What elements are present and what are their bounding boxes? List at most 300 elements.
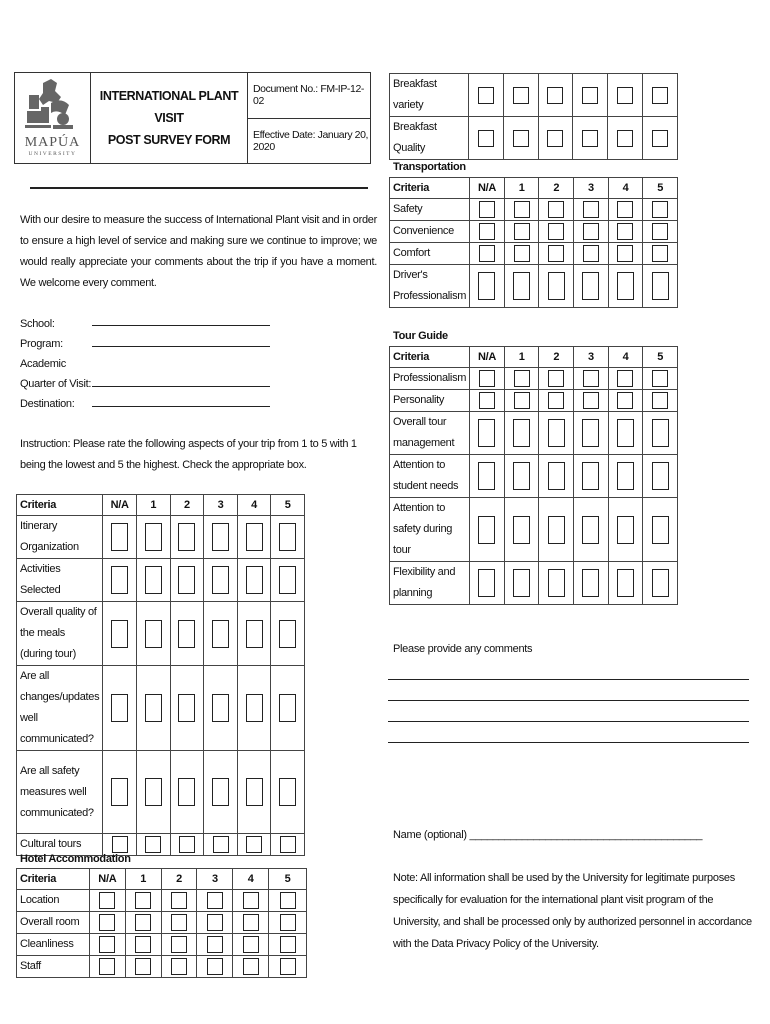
hotel-checkbox-3[interactable] (207, 958, 223, 975)
transport-checkbox-3[interactable] (583, 223, 599, 240)
hotel-checkbox-3[interactable] (207, 914, 223, 931)
transport-rating-cell (608, 243, 643, 265)
hotel-rating-cell (269, 934, 307, 956)
transport-checkbox-5[interactable] (652, 272, 669, 300)
guide-criteria-label: Overall tour management (390, 412, 470, 455)
main-checkbox-5[interactable] (279, 620, 296, 648)
guide-checkbox-5[interactable] (652, 370, 668, 387)
main-checkbox-4[interactable] (246, 694, 263, 722)
transport-checkbox-4[interactable] (617, 245, 633, 262)
main-header-1: 1 (137, 495, 171, 516)
main-criteria-label: Are all changes/updates well communicated? (17, 666, 103, 751)
guide-rating-cell (539, 390, 574, 412)
transportation-heading: Transportation (393, 161, 466, 173)
transport-header-4: 4 (608, 178, 643, 199)
guide-row (390, 368, 678, 390)
transport-rating-cell (539, 243, 574, 265)
school-input-line[interactable] (92, 325, 270, 326)
main-rating-cell (103, 516, 137, 559)
hotel-rating-cell (161, 956, 197, 978)
tour-guide-heading: Tour Guide (393, 330, 448, 342)
breakfast-checkbox-2[interactable] (547, 87, 563, 104)
transport-checkbox-4[interactable] (617, 201, 633, 218)
hotel-rating-cell (269, 912, 307, 934)
hotel-row (17, 912, 307, 934)
main-checkbox-3[interactable] (212, 694, 229, 722)
main-rating-cell (103, 559, 137, 602)
comment-line-2[interactable] (388, 700, 749, 701)
hotel-rating-cell (89, 890, 125, 912)
program-label: Program: (20, 338, 63, 350)
quarter-input-line[interactable] (92, 386, 270, 387)
guide-checkbox-5[interactable] (652, 419, 669, 447)
breakfast-rating-cell (468, 74, 503, 117)
transport-checkbox-na[interactable] (479, 245, 495, 262)
transport-header-criteria: Criteria (390, 178, 470, 199)
main-rating-cell (271, 559, 305, 602)
main-checkbox-na[interactable] (111, 778, 128, 806)
hotel-checkbox-5[interactable] (280, 892, 296, 909)
breakfast-checkbox-na[interactable] (478, 87, 494, 104)
main-rating-cell (271, 751, 305, 834)
guide-checkbox-2[interactable] (548, 569, 565, 597)
hotel-checkbox-na[interactable] (99, 892, 115, 909)
main-criteria-label: Itinerary Organization (17, 516, 103, 559)
main-checkbox-2[interactable] (178, 523, 195, 551)
hotel-checkbox-1[interactable] (135, 936, 151, 953)
destination-input-line[interactable] (92, 406, 270, 407)
guide-rating-cell (504, 390, 539, 412)
main-rating-cell (137, 516, 171, 559)
main-checkbox-1[interactable] (145, 694, 162, 722)
guide-header-5: 5 (643, 347, 678, 368)
guide-rating-cell (539, 412, 574, 455)
main-checkbox-na[interactable] (112, 836, 128, 853)
hotel-heading: Hotel Accommodation (20, 853, 131, 865)
main-rating-cell (137, 834, 171, 856)
transport-header-1: 1 (504, 178, 539, 199)
comment-line-1[interactable] (388, 679, 749, 680)
guide-checkbox-4[interactable] (617, 392, 633, 409)
transport-row (390, 243, 678, 265)
hotel-rating-cell (197, 912, 233, 934)
transport-rating-cell (504, 199, 539, 221)
guide-checkbox-2[interactable] (548, 392, 564, 409)
guide-checkbox-na[interactable] (478, 516, 495, 544)
hotel-rating-cell (233, 956, 269, 978)
main-checkbox-2[interactable] (179, 836, 195, 853)
guide-checkbox-1[interactable] (514, 392, 530, 409)
breakfast-checkbox-5[interactable] (652, 130, 668, 147)
hotel-rating-cell (89, 956, 125, 978)
guide-rating-cell (470, 390, 505, 412)
guide-checkbox-1[interactable] (514, 370, 530, 387)
guide-rating-cell (470, 498, 505, 562)
hotel-checkbox-5[interactable] (280, 914, 296, 931)
privacy-note: Note: All information shall be used by the University for legitimate purposes specifically for evaluation for the international plant visit program of the University, and shall be processed only by authorized personnel in accordance with the Data Privacy Policy of the University. (393, 872, 752, 950)
guide-header-1: 1 (504, 347, 539, 368)
transport-checkbox-na[interactable] (478, 272, 495, 300)
guide-rating-cell (574, 498, 609, 562)
guide-rating-cell (504, 455, 539, 498)
program-input-line[interactable] (92, 346, 270, 347)
guide-rating-cell (608, 498, 643, 562)
transport-checkbox-3[interactable] (583, 245, 599, 262)
main-checkbox-1[interactable] (145, 836, 161, 853)
guide-rating-cell (504, 368, 539, 390)
main-checkbox-na[interactable] (111, 620, 128, 648)
hotel-checkbox-5[interactable] (280, 958, 296, 975)
breakfast-checkbox-5[interactable] (652, 87, 668, 104)
breakfast-checkbox-4[interactable] (617, 87, 633, 104)
main-rating-cell (170, 834, 204, 856)
main-checkbox-1[interactable] (145, 778, 162, 806)
logo-subtext: UNIVERSITY (28, 151, 77, 157)
guide-rating-cell (608, 390, 643, 412)
transport-checkbox-2[interactable] (548, 245, 564, 262)
main-checkbox-4[interactable] (246, 523, 263, 551)
hotel-checkbox-1[interactable] (135, 958, 151, 975)
guide-checkbox-5[interactable] (652, 392, 668, 409)
transport-checkbox-4[interactable] (617, 272, 634, 300)
transport-header-3: 3 (574, 178, 609, 199)
transportation-rating-table (389, 177, 678, 308)
guide-rating-cell (608, 412, 643, 455)
main-rating-cell (204, 751, 238, 834)
transport-checkbox-1[interactable] (513, 272, 530, 300)
main-checkbox-3[interactable] (213, 836, 229, 853)
guide-checkbox-4[interactable] (617, 569, 634, 597)
transport-checkbox-2[interactable] (548, 272, 565, 300)
guide-rating-cell (574, 455, 609, 498)
transport-rating-cell (504, 221, 539, 243)
main-checkbox-na[interactable] (111, 694, 128, 722)
transport-rating-cell (470, 221, 505, 243)
transport-checkbox-5[interactable] (652, 201, 668, 218)
hotel-header-5: 5 (269, 869, 307, 890)
main-rating-cell (103, 751, 137, 834)
hotel-row (17, 934, 307, 956)
hotel-criteria-label: Location (17, 890, 90, 912)
hotel-rating-cell (197, 934, 233, 956)
main-checkbox-2[interactable] (178, 566, 195, 594)
guide-criteria-label: Professionalism (390, 368, 470, 390)
guide-row (390, 390, 678, 412)
main-rating-cell (237, 559, 271, 602)
hotel-checkbox-4[interactable] (243, 914, 259, 931)
guide-rating-cell (574, 412, 609, 455)
guide-checkbox-5[interactable] (652, 462, 669, 490)
transport-rating-cell (470, 265, 505, 308)
main-row (17, 559, 305, 602)
hotel-header-2: 2 (161, 869, 197, 890)
guide-checkbox-1[interactable] (513, 419, 530, 447)
main-row (17, 516, 305, 559)
guide-rating-cell (608, 562, 643, 605)
transport-checkbox-3[interactable] (583, 201, 599, 218)
main-checkbox-na[interactable] (111, 523, 128, 551)
hotel-row (17, 890, 307, 912)
breakfast-checkbox-1[interactable] (513, 130, 529, 147)
transport-checkbox-1[interactable] (514, 201, 530, 218)
breakfast-criteria-label: Breakfast Quality (390, 117, 469, 160)
quarter-label: Quarter of Visit: (20, 378, 92, 390)
main-checkbox-4[interactable] (246, 836, 262, 853)
breakfast-rating-cell (503, 74, 538, 117)
transport-rating-cell (504, 265, 539, 308)
guide-criteria-label: Attention to safety during tour (390, 498, 470, 562)
guide-rating-cell (643, 562, 678, 605)
title-line-2: POST SURVEY FORM (107, 133, 231, 147)
guide-checkbox-4[interactable] (617, 462, 634, 490)
transport-header-2: 2 (539, 178, 574, 199)
transport-checkbox-na[interactable] (479, 201, 495, 218)
main-criteria-label: Overall quality of the meals (during tour) (17, 602, 103, 666)
main-checkbox-2[interactable] (178, 778, 195, 806)
guide-checkbox-2[interactable] (548, 370, 564, 387)
guide-rating-cell (608, 368, 643, 390)
transport-rating-cell (608, 265, 643, 308)
main-checkbox-2[interactable] (178, 620, 195, 648)
comment-line-3[interactable] (388, 721, 749, 722)
guide-checkbox-1[interactable] (513, 569, 530, 597)
academic-label: Academic (20, 358, 66, 370)
transport-checkbox-5[interactable] (652, 245, 668, 262)
guide-header-4: 4 (608, 347, 643, 368)
hotel-checkbox-2[interactable] (171, 958, 187, 975)
guide-checkbox-na[interactable] (479, 370, 495, 387)
document-meta (248, 73, 370, 163)
transport-checkbox-2[interactable] (548, 201, 564, 218)
guide-checkbox-2[interactable] (548, 516, 565, 544)
main-rating-cell (271, 602, 305, 666)
main-row (17, 751, 305, 834)
guide-checkbox-3[interactable] (583, 370, 599, 387)
hotel-checkbox-2[interactable] (171, 914, 187, 931)
guide-rating-cell (470, 455, 505, 498)
main-header-na: N/A (103, 495, 137, 516)
guide-checkbox-na[interactable] (479, 392, 495, 409)
guide-checkbox-4[interactable] (617, 370, 633, 387)
main-header-criteria: Criteria (17, 495, 103, 516)
guide-checkbox-1[interactable] (513, 462, 530, 490)
transport-checkbox-4[interactable] (617, 223, 633, 240)
main-rating-cell (137, 666, 171, 751)
transport-rating-cell (504, 243, 539, 265)
main-rating-cell (137, 751, 171, 834)
breakfast-rating-cell (643, 117, 678, 160)
breakfast-rating-cell (643, 74, 678, 117)
breakfast-rating-cell (538, 74, 573, 117)
main-checkbox-5[interactable] (280, 836, 296, 853)
main-header-3: 3 (204, 495, 238, 516)
guide-header-2: 2 (539, 347, 574, 368)
hotel-rating-cell (233, 934, 269, 956)
guide-rating-cell (470, 562, 505, 605)
main-rating-cell (204, 666, 238, 751)
breakfast-checkbox-4[interactable] (617, 130, 633, 147)
main-criteria-label: Are all safety measures well communicated? (17, 751, 103, 834)
main-checkbox-5[interactable] (279, 694, 296, 722)
transport-rating-cell (574, 265, 609, 308)
transport-rating-cell (539, 221, 574, 243)
intro-paragraph: With our desire to measure the success of International Plant visit and in order to ensure a high level of service and making sure we continue to improve; we would really appreciate your comments about the trip if you have a moment. We welcome every comment. (20, 214, 377, 289)
guide-rating-cell (643, 498, 678, 562)
breakfast-checkbox-3[interactable] (582, 130, 598, 147)
main-checkbox-5[interactable] (279, 566, 296, 594)
guide-checkbox-5[interactable] (652, 569, 669, 597)
guide-rating-cell (574, 368, 609, 390)
transport-checkbox-3[interactable] (582, 272, 599, 300)
hotel-header-4: 4 (233, 869, 269, 890)
guide-rating-cell (470, 368, 505, 390)
header-divider (30, 187, 368, 189)
guide-checkbox-5[interactable] (652, 516, 669, 544)
breakfast-row (390, 117, 678, 160)
comment-line-4[interactable] (388, 742, 749, 743)
form-title (91, 73, 248, 163)
effective-date: Effective Date: January 20, 2020 (253, 128, 369, 153)
guide-rating-cell (608, 455, 643, 498)
guide-checkbox-2[interactable] (548, 462, 565, 490)
guide-rating-cell (539, 455, 574, 498)
transport-rating-cell (470, 199, 505, 221)
hotel-rating-cell (233, 890, 269, 912)
hotel-checkbox-4[interactable] (243, 892, 259, 909)
name-optional-field[interactable]: Name (optional) ________________________________________ (393, 829, 703, 841)
guide-rating-cell (539, 498, 574, 562)
guide-criteria-label: Attention to student needs (390, 455, 470, 498)
guide-checkbox-3[interactable] (582, 462, 599, 490)
main-rating-cell (103, 602, 137, 666)
main-checkbox-3[interactable] (212, 778, 229, 806)
hotel-rating-cell (269, 956, 307, 978)
hotel-rating-cell (161, 912, 197, 934)
guide-checkbox-na[interactable] (478, 419, 495, 447)
document-number: Document No.: FM-IP-12-02 (248, 73, 370, 119)
main-rating-cell (237, 666, 271, 751)
main-rating-cell (271, 834, 305, 856)
hotel-criteria-label: Overall room (17, 912, 90, 934)
guide-rating-cell (643, 412, 678, 455)
breakfast-checkbox-na[interactable] (478, 130, 494, 147)
hotel-rating-table (16, 868, 307, 978)
main-header-2: 2 (170, 495, 204, 516)
hotel-checkbox-2[interactable] (171, 892, 187, 909)
guide-criteria-label: Flexibility and planning (390, 562, 470, 605)
main-criteria-label: Activities Selected (17, 559, 103, 602)
school-label: School: (20, 318, 55, 330)
hotel-checkbox-5[interactable] (280, 936, 296, 953)
main-checkbox-1[interactable] (145, 523, 162, 551)
university-logo (15, 73, 91, 163)
main-checkbox-4[interactable] (246, 778, 263, 806)
guide-criteria-label: Personality (390, 390, 470, 412)
main-checkbox-4[interactable] (246, 566, 263, 594)
transport-criteria-label: Safety (390, 199, 470, 221)
transport-checkbox-na[interactable] (479, 223, 495, 240)
transport-rating-cell (608, 199, 643, 221)
hotel-checkbox-1[interactable] (135, 892, 151, 909)
main-checkbox-2[interactable] (178, 694, 195, 722)
breakfast-rating-cell (608, 117, 643, 160)
guide-checkbox-4[interactable] (617, 419, 634, 447)
breakfast-rating-cell (538, 117, 573, 160)
transport-checkbox-1[interactable] (514, 245, 530, 262)
guide-checkbox-3[interactable] (582, 516, 599, 544)
tour-guide-rating-table (389, 346, 678, 605)
hotel-criteria-label: Cleanliness (17, 934, 90, 956)
guide-header-3: 3 (574, 347, 609, 368)
guide-checkbox-na[interactable] (478, 569, 495, 597)
transport-rating-cell (643, 221, 678, 243)
hotel-checkbox-na[interactable] (99, 936, 115, 953)
hotel-checkbox-4[interactable] (243, 936, 259, 953)
main-rating-cell (237, 602, 271, 666)
logo-wordmark: MAPÚA (24, 135, 81, 150)
breakfast-rating-cell (573, 74, 608, 117)
guide-checkbox-3[interactable] (583, 392, 599, 409)
main-row (17, 666, 305, 751)
guide-checkbox-1[interactable] (513, 516, 530, 544)
main-checkbox-5[interactable] (279, 523, 296, 551)
hotel-checkbox-na[interactable] (99, 958, 115, 975)
transport-rating-cell (574, 199, 609, 221)
main-checkbox-3[interactable] (212, 620, 229, 648)
transport-checkbox-2[interactable] (548, 223, 564, 240)
guide-checkbox-3[interactable] (582, 419, 599, 447)
guide-rating-cell (504, 412, 539, 455)
transport-checkbox-1[interactable] (514, 223, 530, 240)
transport-rating-cell (574, 221, 609, 243)
main-rating-cell (204, 559, 238, 602)
main-checkbox-3[interactable] (212, 523, 229, 551)
transport-checkbox-5[interactable] (652, 223, 668, 240)
main-checkbox-5[interactable] (279, 778, 296, 806)
main-checkbox-na[interactable] (111, 566, 128, 594)
breakfast-checkbox-1[interactable] (513, 87, 529, 104)
guide-checkbox-2[interactable] (548, 419, 565, 447)
main-checkbox-4[interactable] (246, 620, 263, 648)
guide-checkbox-3[interactable] (582, 569, 599, 597)
main-checkbox-1[interactable] (145, 566, 162, 594)
hotel-checkbox-na[interactable] (99, 914, 115, 931)
hotel-rating-cell (125, 956, 161, 978)
guide-row (390, 455, 678, 498)
main-checkbox-3[interactable] (212, 566, 229, 594)
main-rating-cell (237, 751, 271, 834)
main-rating-cell (237, 834, 271, 856)
main-checkbox-1[interactable] (145, 620, 162, 648)
transport-rating-cell (470, 243, 505, 265)
main-rating-cell (170, 666, 204, 751)
main-rating-cell (103, 666, 137, 751)
hotel-checkbox-1[interactable] (135, 914, 151, 931)
breakfast-checkbox-3[interactable] (582, 87, 598, 104)
guide-checkbox-4[interactable] (617, 516, 634, 544)
transport-rating-cell (643, 243, 678, 265)
main-rating-table (16, 494, 305, 856)
hotel-checkbox-3[interactable] (207, 892, 223, 909)
breakfast-checkbox-2[interactable] (547, 130, 563, 147)
hotel-checkbox-4[interactable] (243, 958, 259, 975)
hotel-checkbox-3[interactable] (207, 936, 223, 953)
main-rating-cell (204, 834, 238, 856)
guide-checkbox-na[interactable] (478, 462, 495, 490)
hotel-checkbox-2[interactable] (171, 936, 187, 953)
hotel-rating-cell (125, 934, 161, 956)
guide-rating-cell (539, 562, 574, 605)
